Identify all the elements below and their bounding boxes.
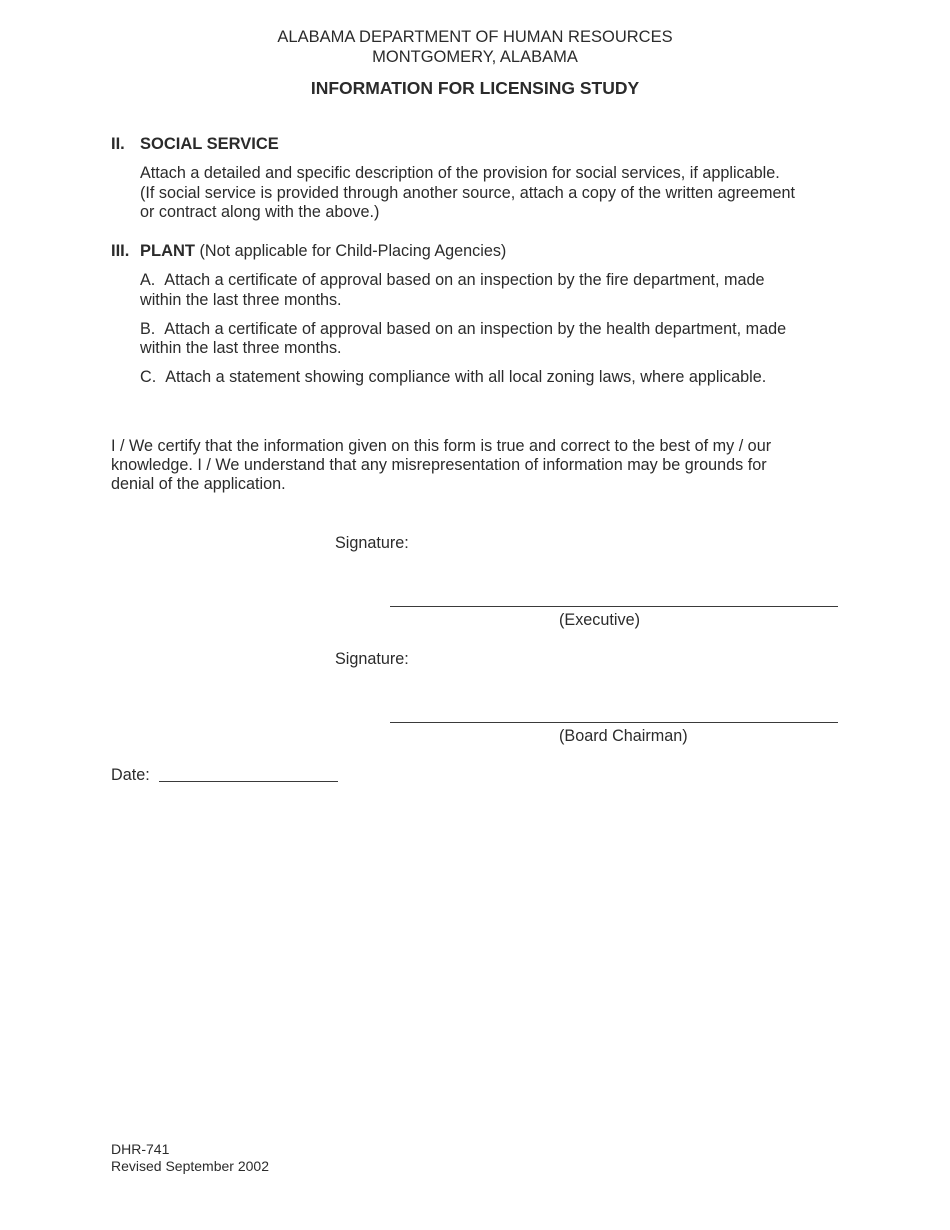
paragraph-line: Attach a detailed and specific description of the provision for social services, if applicable. bbox=[140, 164, 780, 182]
section-number: III. bbox=[111, 242, 130, 260]
signature-label: Signature: bbox=[335, 534, 409, 552]
item-text: Attach a certificate of approval based on an inspection by the health department, made bbox=[164, 320, 787, 338]
signature-role: (Executive) bbox=[559, 611, 640, 629]
item-letter: B. bbox=[140, 320, 156, 338]
item-letter: C. bbox=[140, 368, 157, 386]
department-name: ALABAMA DEPARTMENT OF HUMAN RESOURCES bbox=[277, 28, 673, 46]
list-item-b bbox=[140, 320, 786, 340]
paragraph-line: or contract along with the above.) bbox=[140, 203, 380, 221]
section-heading bbox=[140, 242, 506, 262]
section-title: SOCIAL SERVICE bbox=[140, 135, 279, 153]
form-number: DHR-741 bbox=[111, 1141, 170, 1157]
signature-line-board-chairman[interactable] bbox=[390, 722, 838, 723]
list-item-b-continued: within the last three months. bbox=[140, 339, 342, 357]
date-label: Date: bbox=[111, 766, 150, 784]
signature-label: Signature: bbox=[335, 650, 409, 668]
revision-date: Revised September 2002 bbox=[111, 1158, 269, 1174]
paragraph-line: (If social service is provided through another source, attach a copy of the written agreement bbox=[140, 184, 796, 202]
list-item-a-continued: within the last three months. bbox=[140, 291, 342, 309]
item-letter: A. bbox=[140, 271, 156, 289]
item-text: Attach a certificate of approval based on an inspection by the fire department, made bbox=[164, 271, 765, 289]
signature-line-executive[interactable] bbox=[390, 606, 838, 607]
section-number: II. bbox=[111, 135, 125, 153]
list-item-a bbox=[140, 271, 765, 291]
certification-line: denial of the application. bbox=[111, 475, 286, 493]
certification-line: I / We certify that the information given on this form is true and correct to the best of my / our bbox=[111, 437, 772, 455]
department-location: MONTGOMERY, ALABAMA bbox=[372, 48, 578, 66]
signature-role: (Board Chairman) bbox=[559, 727, 688, 745]
section-note: (Not applicable for Child-Placing Agencies) bbox=[199, 242, 507, 260]
date-line[interactable] bbox=[159, 781, 338, 782]
list-item-c bbox=[140, 368, 766, 388]
section-title: PLANT bbox=[140, 242, 195, 260]
form-title: INFORMATION FOR LICENSING STUDY bbox=[310, 78, 640, 98]
certification-line: knowledge. I / We understand that any misrepresentation of information may be grounds for bbox=[111, 456, 767, 474]
item-text: Attach a statement showing compliance with all local zoning laws, where applicable. bbox=[165, 368, 767, 386]
